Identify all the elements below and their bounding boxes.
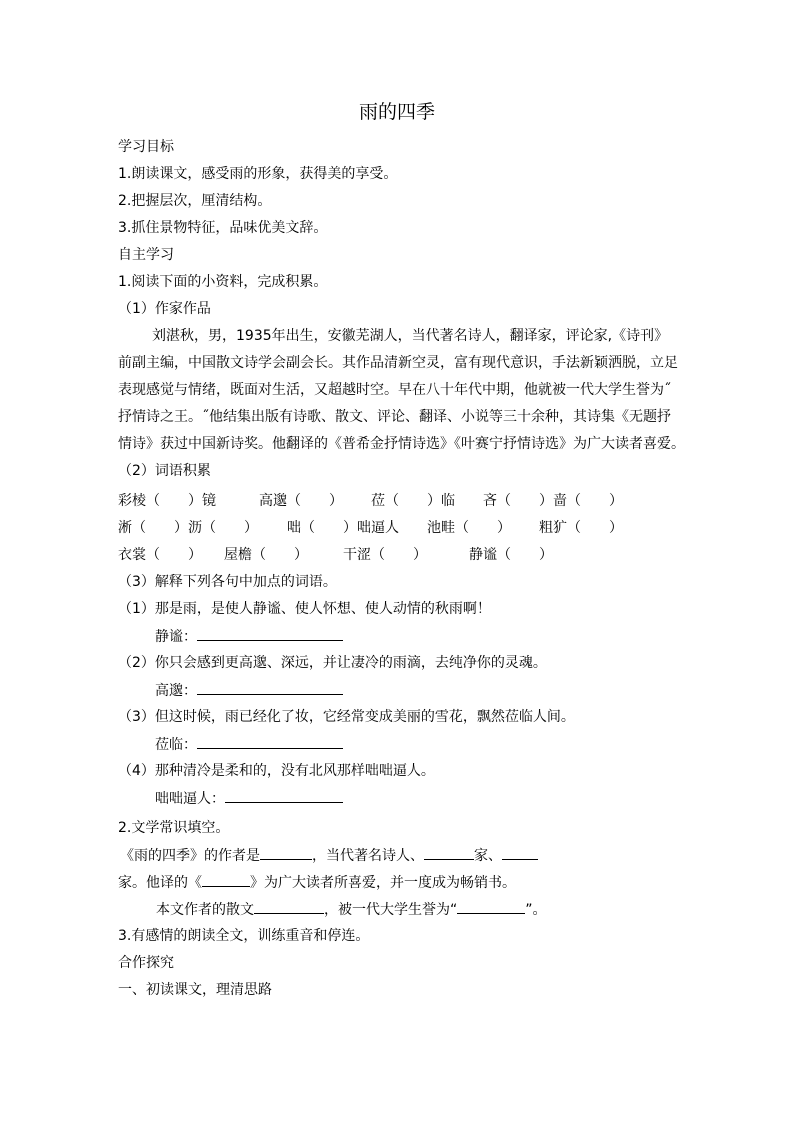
vocab-item: 淅（ ）沥（ ） xyxy=(118,520,258,536)
goal-item: 1.朗读课文，感受雨的形象，获得美的享受。 xyxy=(118,166,398,182)
vocab-item: 池畦（ ） xyxy=(427,520,511,536)
vocab-item: 莅（ ）临 xyxy=(371,493,455,509)
bio-line: 刘湛秋，男，1935年出生，安徽芜湖人，当代著名诗人，翻译家，评论家,《诗刊》 xyxy=(152,328,669,344)
fill-text: 《雨的四季》的作者是 xyxy=(120,848,260,864)
vocab-item: 粗犷（ ） xyxy=(539,520,623,536)
bio-line: 情诗》获过中国新诗奖。他翻译的《普希金抒情诗选》《叶赛宁抒情诗选》为广大读者喜爱。 xyxy=(118,436,685,452)
fill-text: ”。 xyxy=(525,902,547,918)
vocab-item: 干涩（ ） xyxy=(343,547,427,563)
term-label: 高邈： xyxy=(155,683,197,699)
vocab-item: 衣裳（ ） xyxy=(118,547,202,563)
answer-blank[interactable] xyxy=(197,734,343,749)
question-1: 1.阅读下面的小资料，完成积累。 xyxy=(118,274,328,290)
fill-text: 本文作者的散文 xyxy=(156,902,254,918)
fill-text: 家。他译的《 xyxy=(118,875,202,891)
vocab-item: 屋檐（ ） xyxy=(224,547,308,563)
term-label: 莅临： xyxy=(155,737,197,753)
cooperation-heading: 合作探究 xyxy=(118,955,174,971)
vocab-item: 高邈（ ） xyxy=(259,493,343,509)
question-3: 3.有感情的朗读全文，训练重音和停连。 xyxy=(118,928,370,944)
fill-line xyxy=(118,872,516,893)
question-1-1: （1）作家作品 xyxy=(118,301,211,317)
answer-line xyxy=(155,734,343,755)
page-title: 雨的四季 xyxy=(358,101,435,123)
fill-blank[interactable] xyxy=(457,899,525,914)
question-1-2: （2）词语积累 xyxy=(118,463,211,479)
answer-line xyxy=(155,626,343,647)
goals-heading: 学习目标 xyxy=(118,139,174,155)
question-1-3: （3）解释下列各句中加点的词语。 xyxy=(118,574,337,590)
term-label: 静谧： xyxy=(155,629,197,645)
vocab-item: 彩棱（ ）镜 xyxy=(118,493,216,509)
fill-blank[interactable] xyxy=(424,845,474,860)
self-study-heading: 自主学习 xyxy=(118,247,174,263)
bio-line: 表现感觉与情绪，既面对生活，又超越时空。早在八十年代中期，他就被一代大学生誉为˝ xyxy=(118,382,671,398)
answer-line xyxy=(155,788,343,809)
fill-text: ，当代著名诗人、 xyxy=(312,848,424,864)
question-2: 2.文学常识填空。 xyxy=(118,820,230,836)
bio-line: 抒情诗之王。˝他结集出版有诗歌、散文、评论、翻译、小说等三十余种，其诗集《无题抒 xyxy=(118,409,671,425)
answer-blank[interactable] xyxy=(197,626,343,641)
fill-text: 家、 xyxy=(474,848,502,864)
fill-blank[interactable] xyxy=(502,845,538,860)
answer-line xyxy=(155,680,343,701)
fill-blank[interactable] xyxy=(202,872,250,887)
answer-blank[interactable] xyxy=(197,680,343,695)
sentence: （1）那是雨，是使人静谧、使人怀想、使人动情的秋雨啊！ xyxy=(118,601,491,617)
term-label: 咄咄逼人： xyxy=(155,791,225,807)
bio-line: 前副主编，中国散文诗学会副会长。其作品清新空灵，富有现代意识，手法新颖洒脱，立足 xyxy=(118,355,678,371)
vocab-item: 静谧（ ） xyxy=(469,547,553,563)
vocab-item: 咄（ ）咄逼人 xyxy=(287,520,399,536)
sentence: （2）你只会感到更高邈、深远，并让凄冷的雨滴，去纯净你的灵魂。 xyxy=(118,655,547,671)
fill-text: 》为广大读者所喜爱，并一度成为畅销书。 xyxy=(250,875,516,891)
fill-blank[interactable] xyxy=(260,845,312,860)
fill-text: ，被一代大学生誉为“ xyxy=(324,902,458,918)
sentence: （3）但这时候，雨已经化了妆，它经常变成美丽的雪花，飘然莅临人间。 xyxy=(118,709,575,725)
goal-item: 2.把握层次，厘清结构。 xyxy=(118,193,272,209)
fill-line xyxy=(156,899,547,920)
fill-blank[interactable] xyxy=(254,899,324,914)
vocab-item: 吝（ ）啬（ ） xyxy=(483,493,623,509)
fill-line xyxy=(120,845,538,866)
cooperation-subheading: 一、初读课文，理清思路 xyxy=(118,982,272,998)
sentence: （4）那种清冷是柔和的，没有北风那样咄咄逼人。 xyxy=(118,763,435,779)
goal-item: 3.抓住景物特征，品味优美文辞。 xyxy=(118,220,328,236)
answer-blank[interactable] xyxy=(225,788,343,803)
